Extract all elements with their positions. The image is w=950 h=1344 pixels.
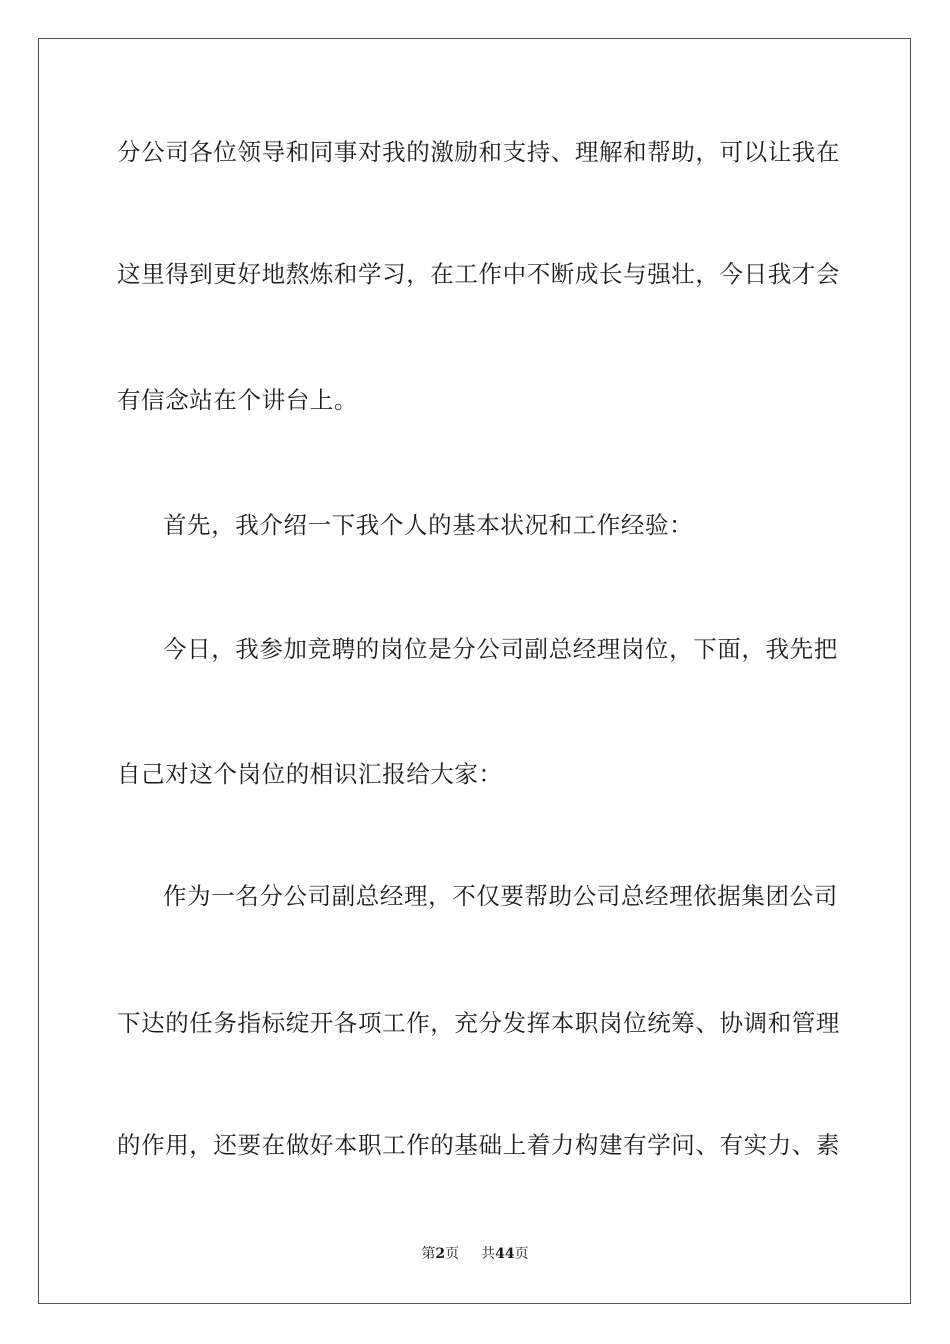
page-number: 2	[435, 1246, 446, 1262]
page-footer	[0, 1245, 950, 1263]
body-text-line: 这里得到更好地熬炼和学习，在工作中不断成长与强壮，今日我才会	[117, 260, 840, 288]
page-border	[38, 38, 911, 1304]
body-text-line: 下达的任务指标绽开各项工作，充分发挥本职岗位统筹、协调和管理	[117, 1009, 840, 1037]
body-text-line: 今日，我参加竞聘的岗位是分公司副总经理岗位，下面，我先把	[163, 635, 838, 663]
body-text-line: 首先，我介绍一下我个人的基本状况和工作经验：	[163, 511, 694, 539]
body-text-line: 作为一名分公司副总经理，不仅要帮助公司总经理依据集团公司	[163, 882, 838, 910]
body-text-line: 有信念站在个讲台上。	[117, 386, 358, 414]
body-text-line: 自己对这个岗位的相识汇报给大家：	[117, 760, 503, 788]
page-label-suffix: 页	[445, 1246, 460, 1262]
total-label-prefix: 共	[481, 1246, 496, 1262]
total-label-suffix: 页	[514, 1246, 529, 1262]
page-label-prefix: 第	[421, 1246, 436, 1262]
body-text-line: 的作用，还要在做好本职工作的基础上着力构建有学问、有实力、素	[117, 1131, 840, 1159]
total-pages: 44	[495, 1246, 515, 1262]
body-text-line: 分公司各位领导和同事对我的激励和支持、理解和帮助，可以让我在	[117, 138, 840, 166]
